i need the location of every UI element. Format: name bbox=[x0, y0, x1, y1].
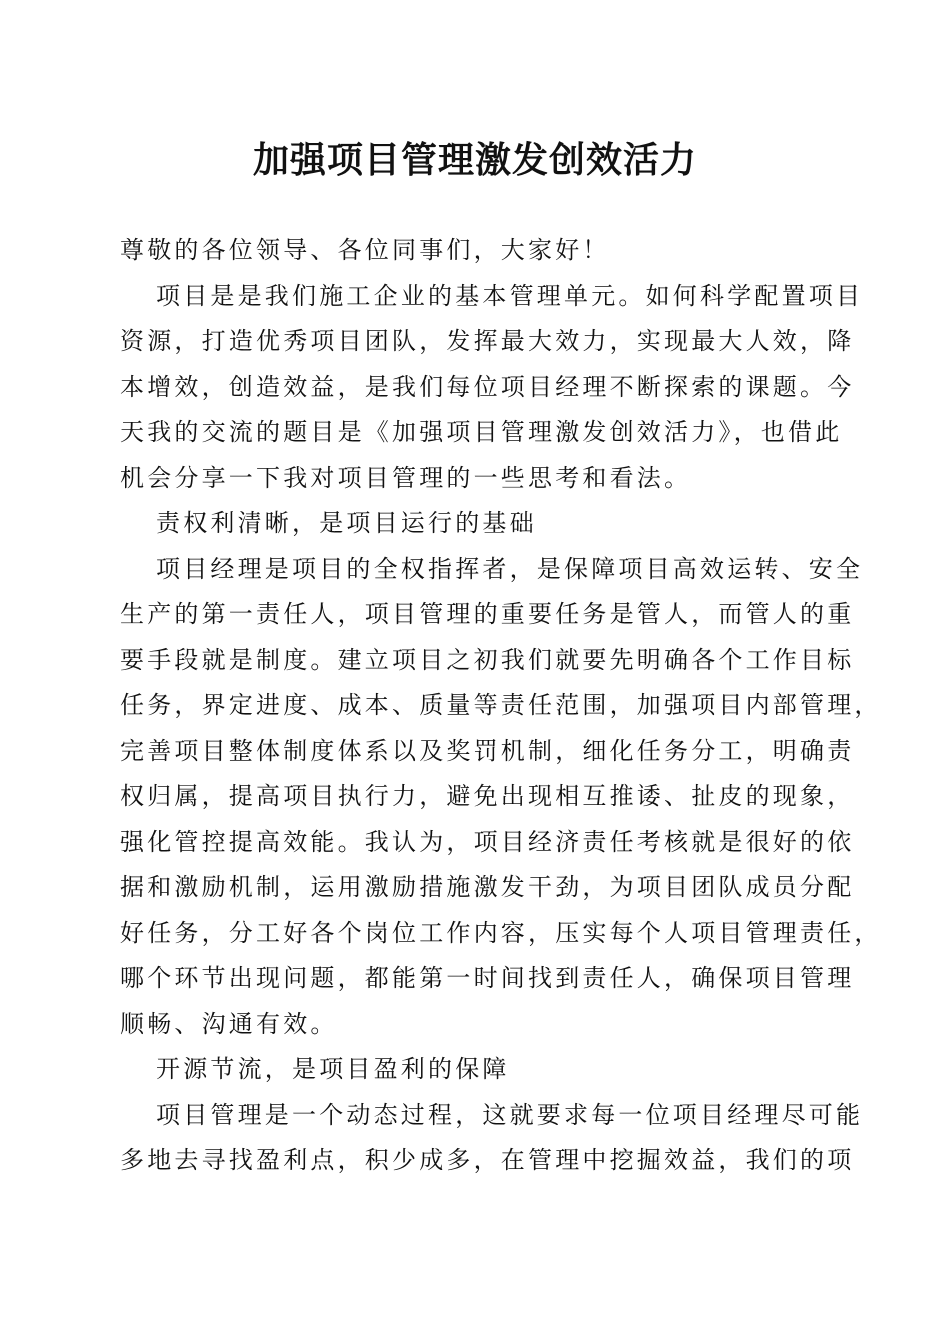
paragraph-line: 完善项目整体制度体系以及奖罚机制，细化任务分工，明确责 bbox=[120, 736, 855, 765]
paragraph-line: 顺畅、沟通有效。 bbox=[120, 1009, 338, 1038]
paragraph-line: 要手段就是制度。建立项目之初我们就要先明确各个工作目标 bbox=[120, 645, 855, 674]
paragraph-line: 项目是是我们施工企业的基本管理单元。如何科学配置项目 bbox=[156, 281, 864, 310]
paragraph-line: 任务，界定进度、成本、质量等责任范围，加强项目内部管理， bbox=[120, 691, 882, 719]
paragraph-line: 本增效，创造效益，是我们每位项目经理不断探索的课题。今 bbox=[120, 372, 855, 401]
paragraph-line: 天我的交流的题目是《加强项目管理激发创效活力》，也借此 bbox=[120, 418, 843, 446]
paragraph-line: 多地去寻找盈利点，积少成多，在管理中挖掘效益，我们的项 bbox=[120, 1146, 855, 1174]
paragraph-line: 资源，打造优秀项目团队，发挥最大效力，实现最大人效，降 bbox=[120, 327, 855, 355]
paragraph-line: 哪个环节出现问题，都能第一时间找到责任人，确保项目管理 bbox=[120, 964, 855, 992]
section-heading: 开源节流，是项目盈利的保障 bbox=[156, 1055, 510, 1083]
paragraph-line: 生产的第一责任人，项目管理的重要任务是管人，而管人的重 bbox=[120, 600, 855, 628]
document-body bbox=[120, 228, 882, 1184]
paragraph-line: 机会分享一下我对项目管理的一些思考和看法。 bbox=[120, 463, 692, 492]
document-title: 加强项目管理激发创效活力 bbox=[252, 139, 697, 181]
section-heading: 责权利清晰，是项目运行的基础 bbox=[156, 509, 537, 537]
paragraph-line: 项目经理是项目的全权指挥者，是保障项目高效运转、安全 bbox=[156, 554, 864, 583]
greeting-line: 尊敬的各位领导、各位同事们，大家好！ bbox=[120, 236, 610, 264]
paragraph-line: 强化管控提高效能。我认为，项目经济责任考核就是很好的依 bbox=[120, 827, 855, 856]
paragraph-line: 项目管理是一个动态过程，这就要求每一位项目经理尽可能 bbox=[156, 1100, 864, 1129]
paragraph-line: 权归属，提高项目执行力，避免出现相互推诿、扯皮的现象， bbox=[120, 782, 855, 810]
paragraph-line: 好任务，分工好各个岗位工作内容，压实每个人项目管理责任， bbox=[120, 918, 882, 947]
paragraph-line: 据和激励机制，运用激励措施激发干劲，为项目团队成员分配 bbox=[120, 873, 855, 901]
